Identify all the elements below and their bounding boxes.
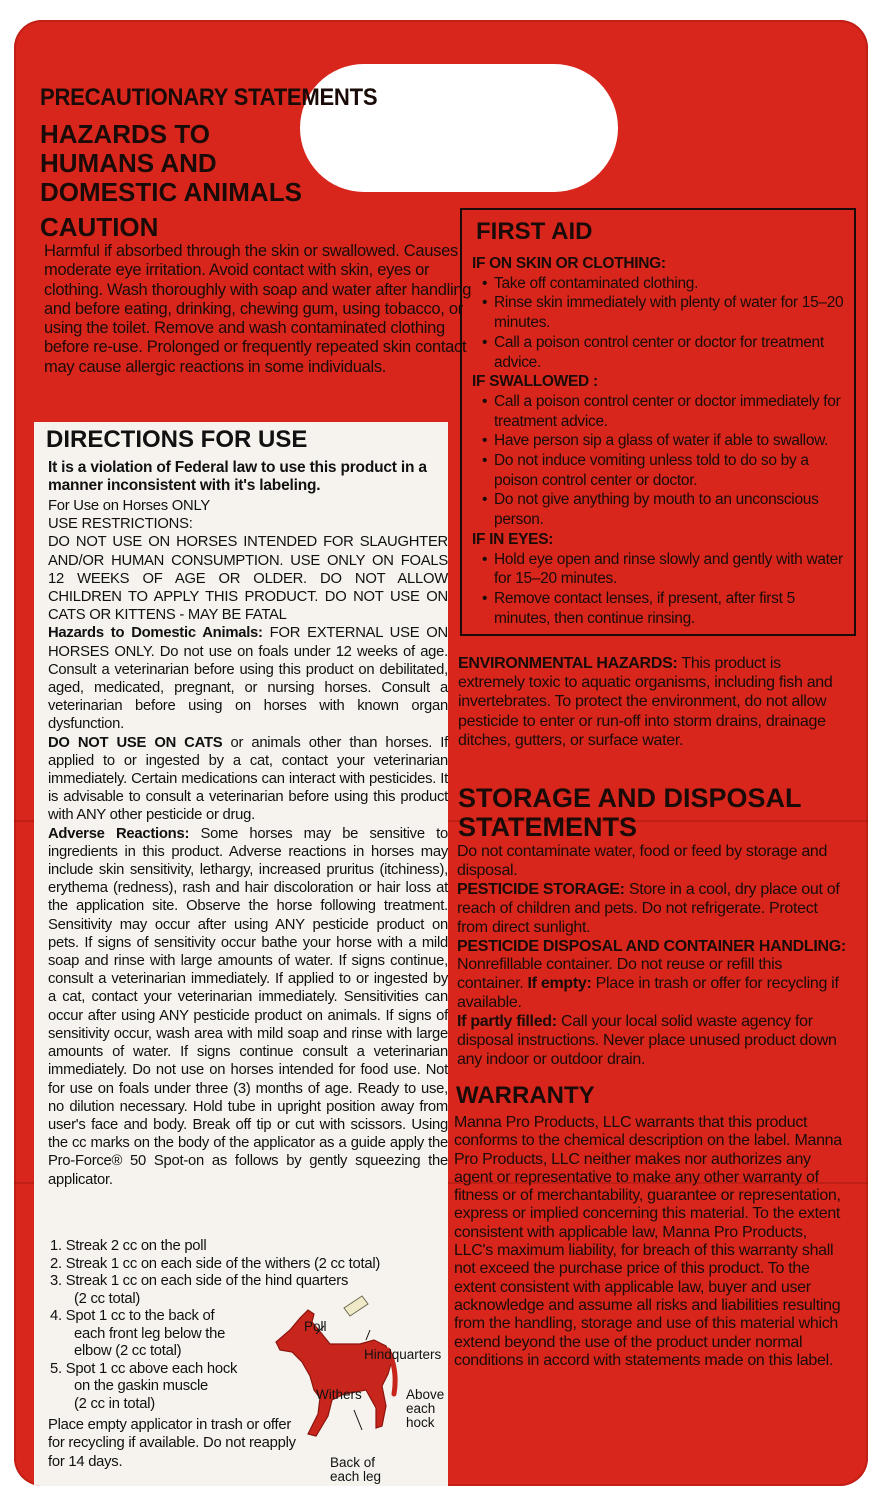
use-restrictions-text: DO NOT USE ON HORSES INTENDED FOR SLAUGHTER AND/OR HUMAN CONSUMPTION. USE ONLY ON FOALS 12 WEEKS OF AGE OR OLDER. DO NOT ALLOW CHILDREN TO APPLY THIS PRODUCT. DO NOT USE ON CATS OR KITTENS - MAY BE FATAL — [48, 534, 448, 624]
environmental-label: ENVIRONMENTAL HAZARDS: — [458, 655, 678, 672]
hazards-title: HAZARDS TO HUMANS AND DOMESTIC ANIMALS — [40, 119, 302, 207]
label-poll: Poll — [304, 1319, 327, 1334]
step-5-cont: on the gaskin muscle — [74, 1378, 209, 1394]
directions-title: DIRECTIONS FOR USE — [46, 426, 308, 453]
label-above-hock: Above each hock — [406, 1387, 445, 1430]
violation-notice: It is a violation of Federal law to use this product in a manner inconsistent with it's labeling. — [48, 459, 427, 495]
list-item: • Take off contaminated clothing. — [494, 274, 850, 294]
step-5: 5. Spot 1 cc above each hock — [50, 1360, 238, 1377]
first-aid-box — [460, 208, 856, 636]
adverse-text: Some horses may be sensitive to ingredients in this product. Adverse reactions in horses may include skin sensitivity, lethargy, increased pruritus (itchiness), erythema (redness), rash and hair discoloration or hair loss at the application site. Observe the horse following treatment. Sensitivity may occur after using ANY pesticide product on pets. If signs of sensitivity occur bathe your horse with a mild soap and rinse with large amounts of water. If signs continue, consult a veterinarian immediately. If applied to or ingested by a cat, contact your veterinarian immediately. Sensitivities can occur after using ANY pesticide product on animals. If signs of sensitivity occur, wash area with mild soap and rinse with large amounts of water. If signs continue consult a veterinarian immediately. Do not use on horses intended for food use. Not for use on foals under three (3) months of age. Ready to use, no dilution necessary. Hold tube in upright position away from user's face and body. Break off tip or cut with scissors. Using the cc marks on the body of the applicator as a guide apply the Pro-Force® 50 Spot-on as follows by gently squeezing the applicator. — [48, 825, 448, 1188]
list-item: • Do not give anything by mouth to an unconscious person. — [494, 490, 850, 529]
eyes-list — [472, 550, 850, 629]
first-aid-body — [472, 254, 850, 628]
list-item: • Remove contact lenses, if present, after first 5 minutes, then continue rinsing. — [494, 589, 850, 628]
step-1: 1. Streak 2 cc on the poll — [50, 1238, 207, 1254]
first-aid-title: FIRST AID — [476, 218, 593, 245]
for-use-line: For Use on Horses ONLY — [48, 498, 210, 514]
disposal-label: PESTICIDE DISPOSAL AND CONTAINER HANDLING: — [457, 937, 846, 955]
step-3: 3. Streak 1 cc on each side of the hind quarters — [50, 1273, 349, 1289]
storage-label: PESTICIDE STORAGE: — [457, 880, 625, 898]
empty-label: If empty: — [523, 975, 592, 993]
precautionary-title: PRECAUTIONARY STATEMENTS — [40, 84, 378, 111]
step-4: 4. Spot 1 cc to the back of — [50, 1308, 215, 1324]
warranty-title: WARRANTY — [456, 1082, 595, 1109]
storage-paragraph — [457, 881, 849, 938]
hazards-domestic-paragraph — [48, 624, 448, 733]
label-back-leg: Back of each leg — [330, 1455, 382, 1484]
list-item: • Rinse skin immediately with plenty of water for 15–20 minutes. — [494, 293, 850, 332]
skin-list — [472, 274, 850, 373]
list-item: • Hold eye open and rinse slowly and gently with water for 15–20 minutes. — [494, 550, 850, 589]
step-2: 2. Streak 1 cc on each side of the withers (2 cc total) — [50, 1255, 381, 1272]
adverse-label: Adverse Reactions: — [48, 825, 190, 842]
label-withers: Withers — [316, 1387, 362, 1402]
directions-panel — [34, 422, 448, 1486]
partly-paragraph — [457, 1013, 849, 1070]
list-item: • Do not induce vomiting unless told to do so by a poison control center or doctor. — [494, 451, 850, 490]
step-4-cont: each front leg below the — [74, 1325, 226, 1342]
empty-text: Place in trash or offer for recycling if available. — [457, 975, 839, 1012]
cats-text: or animals other than horses. If applied to or ingested by a cat, contact your veterinarian immediately. Certain medications can interact with pesticides. It is advisable to consult a veterinarian before using this product with ANY other pesticide or drug. — [48, 734, 448, 824]
arrow-icon — [366, 1330, 370, 1340]
step-5-cont: (2 cc in total) — [74, 1395, 155, 1412]
swallowed-list — [472, 392, 850, 530]
label-hindquarters: Hindquarters — [364, 1347, 442, 1362]
storage-title: STORAGE AND DISPOSAL STATEMENTS — [458, 783, 802, 842]
arrow-icon — [354, 1410, 362, 1430]
warranty-text: Manna Pro Products, LLC warrants that this product conforms to the chemical description on the label. Manna Pro Products, LLC neither makes nor authorizes any agent or representative to make any other warranty of fitness or of merchantability, guarantee or representation, express or implied concerning this material. To the extent consistent with applicable law, Manna Pro Products, LLC's maximum liability, for breach of this warranty shall not exceed the purchase price of this product. To the extent consistent with applicable law, buyer and user acknowledge and assume all risks and liabilities resulting from the handling, storage and use of this material which extend beyond the use of the product under normal conditions in accord with statements made on this label. — [454, 1114, 842, 1369]
skin-label: IF ON SKIN OR CLOTHING: — [472, 255, 666, 272]
environmental-text: This product is extremely toxic to aquatic organisms, including fish and invertebrates. To protect the environment, do not allow pesticide to enter or run-off into storm drains, drainage ditches, gutters, or surface water. — [458, 655, 833, 749]
eyes-label: IF IN EYES: — [472, 530, 554, 548]
hazards-domestic-label: Hazards to Domestic Animals: — [48, 625, 263, 642]
step-3-cont: (2 cc total) — [74, 1290, 141, 1307]
package-card — [14, 20, 868, 1486]
adverse-paragraph — [48, 825, 448, 1189]
storage-intro: Do not contaminate water, food or feed by storage and disposal. — [457, 843, 828, 879]
hazards-domestic-text: FOR EXTERNAL USE ON HORSES ONLY. Do not use on foals under 12 weeks of age. Consult a veterinarian before using this product on debilitated, aged, medicated, pregnant, or nursing horses. Consult a veterinarian before using on horses with known organ dysfunction. — [48, 625, 448, 733]
directions-body — [48, 497, 448, 1189]
storage-text: Store in a cool, dry place out of reach of children and pets. Do not refrigerate. Protect from direct sunlight. — [457, 880, 840, 936]
environmental-hazards — [458, 654, 848, 750]
disposal-text: Nonrefillable container. Do not reuse or refill this container. — [457, 956, 783, 993]
disposal-note: Place empty applicator in trash or offer for recycling if available. Do not reapply for 14 days. — [48, 1417, 296, 1470]
list-item: • Have person sip a glass of water if able to swallow. — [494, 431, 850, 451]
partly-label: If partly filled: — [457, 1013, 557, 1031]
cats-paragraph — [48, 734, 448, 825]
list-item: • Call a poison control center or doctor for treatment advice. — [494, 333, 850, 372]
partly-text: Call your local solid waste agency for disposal instructions. Never place unused product down any indoor or outdoor drain. — [457, 1013, 837, 1068]
cats-label: DO NOT USE ON CATS — [48, 734, 223, 751]
disposal-paragraph — [457, 938, 849, 1014]
list-item: • Call a poison control center or doctor immediately for treatment advice. — [494, 392, 850, 431]
applicator-tube-icon — [344, 1296, 368, 1316]
storage-body — [457, 843, 849, 1070]
use-restrictions-label: USE RESTRICTIONS: — [48, 516, 193, 533]
caution-title: CAUTION — [40, 212, 159, 242]
caution-text: Harmful if absorbed through the skin or swallowed. Causes moderate eye irritation. Avoid contact with skin, eyes or clothing. Wash thoroughly with soap and water after handling and before eating, drinking, chewing gum, using tobacco, or using the toilet. Remove and wash contaminated clothing before re-use. Prolonged or frequently repeated skin contact may cause allergic reactions in some individuals. — [44, 242, 472, 376]
step-4-cont: elbow (2 cc total) — [74, 1343, 182, 1359]
swallowed-label: IF SWALLOWED : — [472, 373, 598, 391]
